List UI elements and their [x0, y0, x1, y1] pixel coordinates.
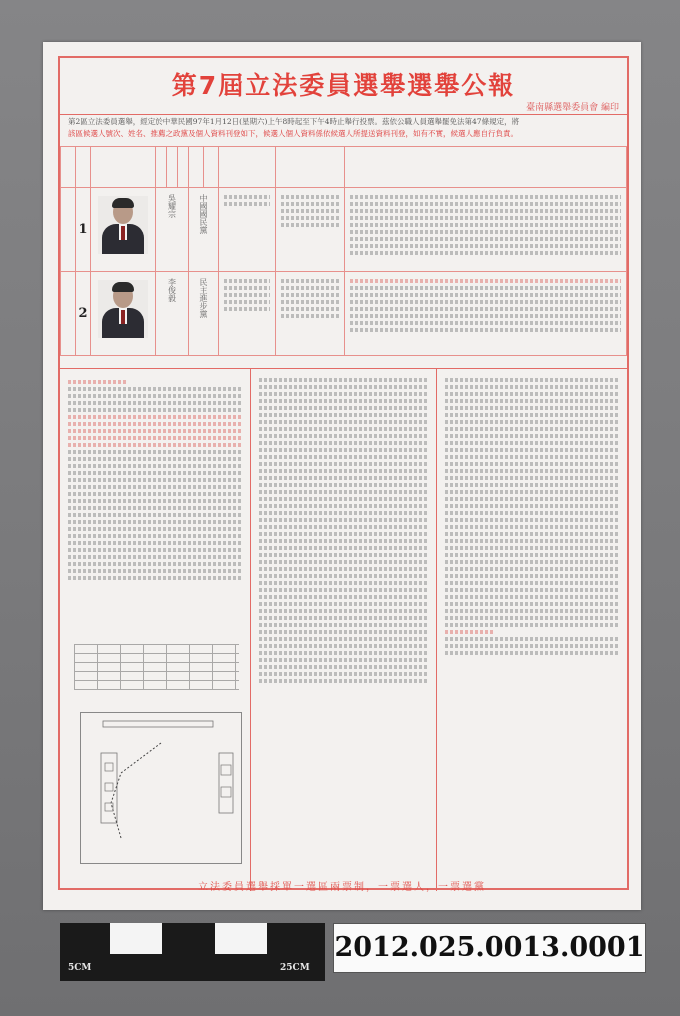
- candidate-name: 吳耀宗: [167, 194, 177, 218]
- poster-title: 第7屆立法委員選舉選舉公報: [171, 71, 516, 100]
- column-right: [437, 369, 627, 891]
- ballot-poster: [43, 42, 641, 910]
- divider: [60, 114, 627, 115]
- candidate-row: [61, 188, 627, 272]
- column-left: [60, 369, 251, 891]
- scale-label-right: 25CM: [280, 963, 310, 973]
- candidate-row: [61, 272, 627, 356]
- mini-table: [74, 644, 239, 690]
- candidate-number: 1: [76, 188, 91, 272]
- column-middle: [251, 369, 437, 891]
- text-block: [445, 375, 619, 658]
- polling-station-diagram: [80, 712, 242, 864]
- instructions-section: [60, 368, 627, 889]
- candidate-number: 2: [76, 272, 91, 356]
- text-block: [68, 377, 242, 583]
- candidate-photo: [98, 196, 148, 254]
- notice-line: 該區候選人號次、姓名、推薦之政黨及個人資料刊登如下，候選人個人資料係依候選人所提送資料刊登，如有不實，候選人應自行負責。: [68, 129, 518, 138]
- publisher: 臺南縣選舉委員會 編印: [526, 103, 619, 113]
- notice-line: 第2區立法委員選舉，經定於中華民國97年1月12日(星期六)上午8時起至下午4時止舉行投票。茲依公職人員選舉罷免法第47條規定，將: [68, 117, 520, 126]
- table-header-row: [61, 147, 627, 188]
- notice-text: [68, 116, 618, 140]
- poster-frame: [58, 56, 629, 890]
- candidate-party: 中國國民黨: [199, 194, 208, 234]
- text-block: [259, 375, 429, 686]
- color-scale-bar: [60, 923, 325, 981]
- poster-footer: 立法委員選舉採單一選區兩票制，一票選人，一票選黨: [198, 882, 486, 893]
- scale-label-left: 5CM: [68, 963, 92, 973]
- candidate-table: [60, 146, 627, 356]
- candidate-name: 李俊毅: [167, 278, 177, 302]
- candidate-photo: [98, 280, 148, 338]
- accession-number: 2012.025.0013.0001: [333, 923, 646, 973]
- candidate-party: 民主進步黨: [199, 278, 208, 318]
